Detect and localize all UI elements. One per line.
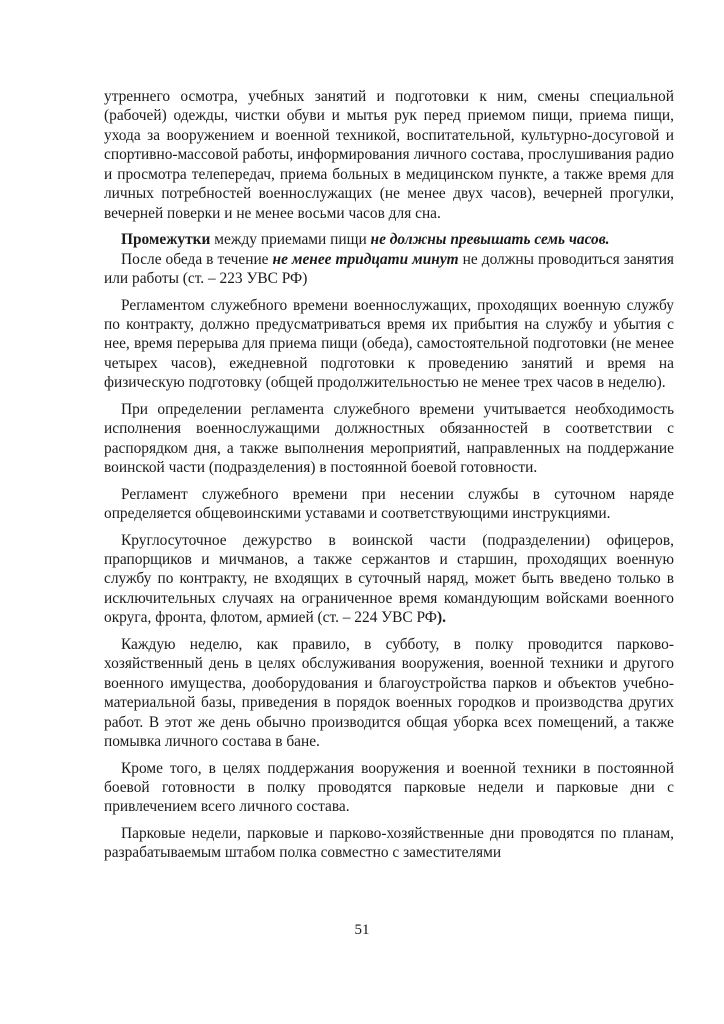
paragraph-7-text: Круглосуточное дежурство в воинской части (подразделении) офицеров, прапорщиков и мичманов, а также сержантов и старшин, проходящих военную службу по контракту, не входящих в суточный наряд, может быть введено только в исключительных случаях на ограниченное время командующим войсками военного округа, фронта, флотом, армией (ст. – 224 УВС РФ (104, 531, 674, 627)
term-intervals: Промежутки (121, 231, 211, 249)
paragraph-3-text-before: После обеда в течение (121, 250, 273, 268)
rule-seven-hours: не должны превышать семь часов. (370, 231, 610, 249)
paragraph-7 (104, 531, 674, 628)
rule-thirty-minutes: не менее тридцати минут (272, 250, 459, 268)
paragraph-1: утреннего осмотра, учебных занятий и подготовки к ним, смены специальной (рабочей) одежды, чистки обуви и мытья рук перед приемом пищи, приема пищи, ухода за вооружением и военной техникой, воспитательной, культурно-досуговой и спортивно-массовой работы, информирования личного состава, прослушивания радио и просмотра телепередач, приема больных в медицинском пункте, а также время для личных потребностей военнослужащих (не менее двух часов), вечерней прогулки, вечерней поверки и не менее восьми часов для сна. (104, 88, 674, 222)
paragraph-2 (104, 230, 674, 249)
page-number: 51 (354, 922, 370, 938)
paragraph-3 (104, 250, 674, 289)
paragraph-8: Каждую неделю, как правило, в субботу, в полку проводится парково-хозяйственный день в целях обслуживания вооружения, военной техники и другого военного имущества, дооборудования и благоустройства парков и объектов учебно-материальной базы, приведения в порядок военных городков и производства других работ. В этот же день обычно производится общая уборка всех помещений, а также помывка личного состава в бане. (104, 635, 674, 751)
paragraph-5: При определении регламента служебного времени учитывается необходимость исполнения военнослужащими должностных обязанностей в соответствии с распорядком дня, а также выполнения мероприятий, направленных на поддержание воинской части (подразделения) в постоянной боевой готовности. (104, 400, 674, 477)
paragraph-2-text: между приемами пищи (210, 231, 371, 249)
paragraph-9: Кроме того, в целях поддержания вооружения и военной техники в постоянной боевой готовности в полку проводятся парковые недели и парковые дни с привлечением всего личного состава. (104, 759, 674, 816)
paragraph-3-text-after: не должны проводиться занятия или работы (ст. – 223 УВС РФ) (104, 250, 675, 288)
paragraph-6: Регламент служебного времени при несении службы в суточном наряде определяется общевоинскими уставами и соответствующими инструкциями. (104, 485, 674, 523)
paragraph-7-end: ). (436, 609, 446, 627)
paragraph-10: Парковые недели, парковые и парково-хозяйственные дни проводятся по планам, разрабатываемым штабом полка совместно с заместителями (104, 824, 674, 862)
paragraph-4: Регламентом служебного времени военнослужащих, проходящих военную службу по контракту, должно предусматриваться время их прибытия на службу и убытия с нее, время перерыва для приема пищи (обеда), самостоятельной подготовки (не менее четырех часов), ежедневной подготовки к проведению занятий и время на физическую подготовку (общей продолжительностью не менее трех часов в неделю). (104, 296, 674, 392)
text-body (104, 87, 674, 870)
